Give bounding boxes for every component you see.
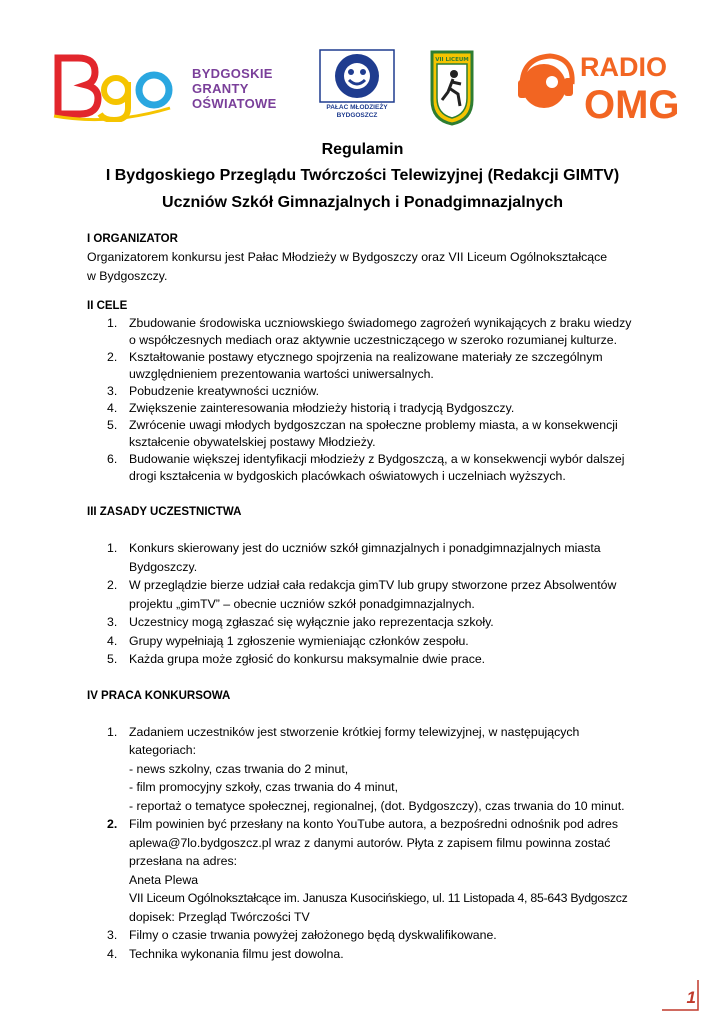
page-number: 1: [686, 988, 696, 1007]
list-item: [87, 723, 647, 816]
section-heading-cele: II CELE: [87, 300, 128, 312]
list-item: [87, 383, 647, 400]
list-item-line: drogi kształcenia w bydgoskich placówkach oświatowych i uczelniach wyższych.: [129, 469, 566, 483]
list-item: [87, 400, 647, 417]
bgo-text-line: OŚWIATOWE: [192, 96, 277, 111]
list-item-line: o współczesnych mediach oraz aktywnie uczestniczącego w szeroko rozumianej kulturze.: [129, 333, 617, 347]
list-item-line: - film promocyjny szkoły, czas trwania do 4 minut,: [129, 780, 399, 794]
list-item-line: Zwiększenie zainteresowania młodzieży historią i tradycją Bydgoszczy.: [129, 401, 515, 415]
page-number-box: [660, 978, 700, 1012]
list-number: 5.: [107, 652, 118, 666]
list-item: [87, 576, 647, 613]
list-item: [87, 451, 647, 485]
logo-row: [50, 48, 680, 126]
title-line-3: Uczniów Szkół Gimnazjalnych i Ponadgimnazjalnych: [162, 194, 563, 211]
list-item-line: Grupy wypełniają 1 zgłoszenie wymieniając członków zespołu.: [129, 633, 469, 648]
bgo-text-line: GRANTY: [192, 81, 249, 96]
list-number: 5.: [107, 418, 118, 432]
list-item: [87, 926, 647, 945]
list-item: [87, 945, 647, 964]
list-item-line: Uczestnicy mogą zgłaszać się wyłącznie jako reprezentacja szkoły.: [129, 615, 494, 629]
bgo-letters-icon: [50, 52, 175, 122]
list-number: 3.: [107, 928, 118, 942]
list-item: [87, 613, 647, 632]
vii-liceum-emblem-icon: [428, 48, 476, 126]
bgo-text: [192, 66, 277, 111]
list-item-line: Aneta Plewa: [129, 872, 199, 887]
list-item-line: aplewa@7lo.bydgoszcz.pl wraz z danymi autorów. Płyta z zapisem filmu powinna zostać: [129, 835, 611, 850]
praca-list: [87, 723, 647, 964]
section-heading-organizator: I ORGANIZATOR: [87, 233, 178, 245]
radio-omg-emblem-icon: [512, 48, 682, 126]
list-item-line: Budowanie większej identyfikacji młodzieży z Bydgoszczą, a w konsekwencji wybór dalszej: [129, 452, 625, 466]
list-item-line: - reportaż o tematyce społecznej, regionalnej, (dot. Bydgoszczy), czas trwania do 10 minut.: [129, 798, 625, 813]
list-item: [87, 417, 647, 451]
list-number: 4.: [107, 946, 118, 961]
cele-list: [87, 315, 647, 485]
section-heading-zasady: III ZASADY UCZESTNICTWA: [87, 506, 242, 518]
omg-text: OMG: [584, 83, 680, 126]
list-number: 2.: [107, 578, 118, 592]
list-number: 3.: [107, 384, 118, 398]
list-item-line: Filmy o czasie trwania powyżej założonego będą dyskwalifikowane.: [129, 928, 497, 942]
palac-text-line: PAŁAC MŁODZIEŻY: [326, 104, 388, 111]
section-heading-praca: IV PRACA KONKURSOWA: [87, 689, 231, 702]
list-number: 4.: [107, 633, 118, 648]
list-item-line: Każda grupa może zgłosić do konkursu maksymalnie dwie prace.: [129, 652, 486, 666]
radio-text: RADIO: [580, 52, 667, 82]
list-item: [87, 315, 647, 349]
list-item-line: Kształtowanie postawy etycznego spojrzenia na realizowane materiały ze szczególnym: [129, 350, 603, 364]
list-item-line: Technika wykonania filmu jest dowolna.: [129, 946, 344, 961]
list-item-line: Zbudowanie środowiska uczniowskiego świadomego zagrożeń wynikających z braku wiedzy: [129, 316, 632, 330]
list-item-line: - news szkolny, czas trwania do 2 minut,: [129, 761, 349, 776]
organizator-text-line: w Bydgoszczy.: [87, 268, 168, 283]
bgo-logo: [50, 52, 290, 122]
list-item: [87, 539, 647, 576]
palac-emblem-icon: [318, 48, 396, 104]
document-title: [40, 138, 685, 216]
list-number: 2.: [107, 350, 118, 364]
list-item-line: Zadaniem uczestników jest stworzenie krótkiej formy telewizyjnej, w następujących: [129, 724, 580, 739]
list-item-line: Konkurs skierowany jest do uczniów szkół gimnazjalnych i ponadgimnazjalnych miasta: [129, 541, 601, 555]
vii-liceum-logo: [428, 48, 476, 126]
list-item-line: przesłana na adres:: [129, 854, 238, 868]
title-line-2: I Bydgoskiego Przeglądu Twórczości Telewizyjnej (Redakcji GIMTV): [105, 167, 620, 184]
title-line-1: Regulamin: [321, 141, 404, 158]
list-item: [87, 349, 647, 383]
palac-text-line: BYDGOSZCZ: [336, 112, 378, 119]
zasady-list: [87, 539, 647, 669]
list-item-line: W przeglądzie bierze udział cała redakcja gimTV lub grupy stworzone przez Absolwentów: [129, 578, 617, 592]
list-item-line: kategoriach:: [129, 743, 196, 757]
list-item-line: dopisek: Przegląd Twórczości TV: [129, 909, 310, 924]
list-item-line: Pobudzenie kreatywności uczniów.: [129, 384, 320, 398]
bgo-text-line: BYDGOSKIE: [192, 66, 273, 81]
list-item: [87, 632, 647, 651]
list-number: 2.: [107, 817, 118, 831]
list-number: 1.: [107, 541, 118, 555]
list-item-line: Zwrócenie uwagi młodych bydgoszczan na społeczne problemy miasta, a w konsekwencji: [129, 418, 618, 432]
vii-liceum-text: VII LICEUM: [435, 57, 469, 63]
document-body: [87, 230, 647, 963]
list-item-line: projektu „gimTV” – obecnie uczniów szkół ponadgimnazjalnych.: [129, 596, 475, 611]
list-item-line: kształcenie obywatelskiej postawy Młodzieży.: [129, 435, 376, 449]
list-number: 6.: [107, 452, 118, 466]
list-item: [87, 650, 647, 669]
list-item-line: Bydgoszczy.: [129, 559, 198, 574]
list-item: [87, 815, 647, 926]
list-item-line: VII Liceum Ogólnokształcące im. Janusza Kusocińskiego, ul. 11 Listopada 4, 85-643 Bydgoszcz: [129, 891, 628, 905]
list-item-line: uwzględnieniem prezentowania wartości uniwersalnych.: [129, 367, 434, 381]
palac-text: [318, 104, 396, 120]
list-number: 1.: [107, 724, 118, 739]
list-number: 1.: [107, 316, 118, 330]
radio-omg-logo: [512, 48, 682, 126]
list-item-line: Film powinien być przesłany na konto YouTube autora, a bezpośredni odnośnik pod adres: [129, 817, 618, 831]
palac-logo: [318, 48, 396, 124]
list-number: 3.: [107, 615, 118, 629]
list-number: 4.: [107, 401, 118, 415]
organizator-text-line: Organizatorem konkursu jest Pałac Młodzieży w Bydgoszczy oraz VII Liceum Ogólnokształcące: [87, 250, 608, 264]
